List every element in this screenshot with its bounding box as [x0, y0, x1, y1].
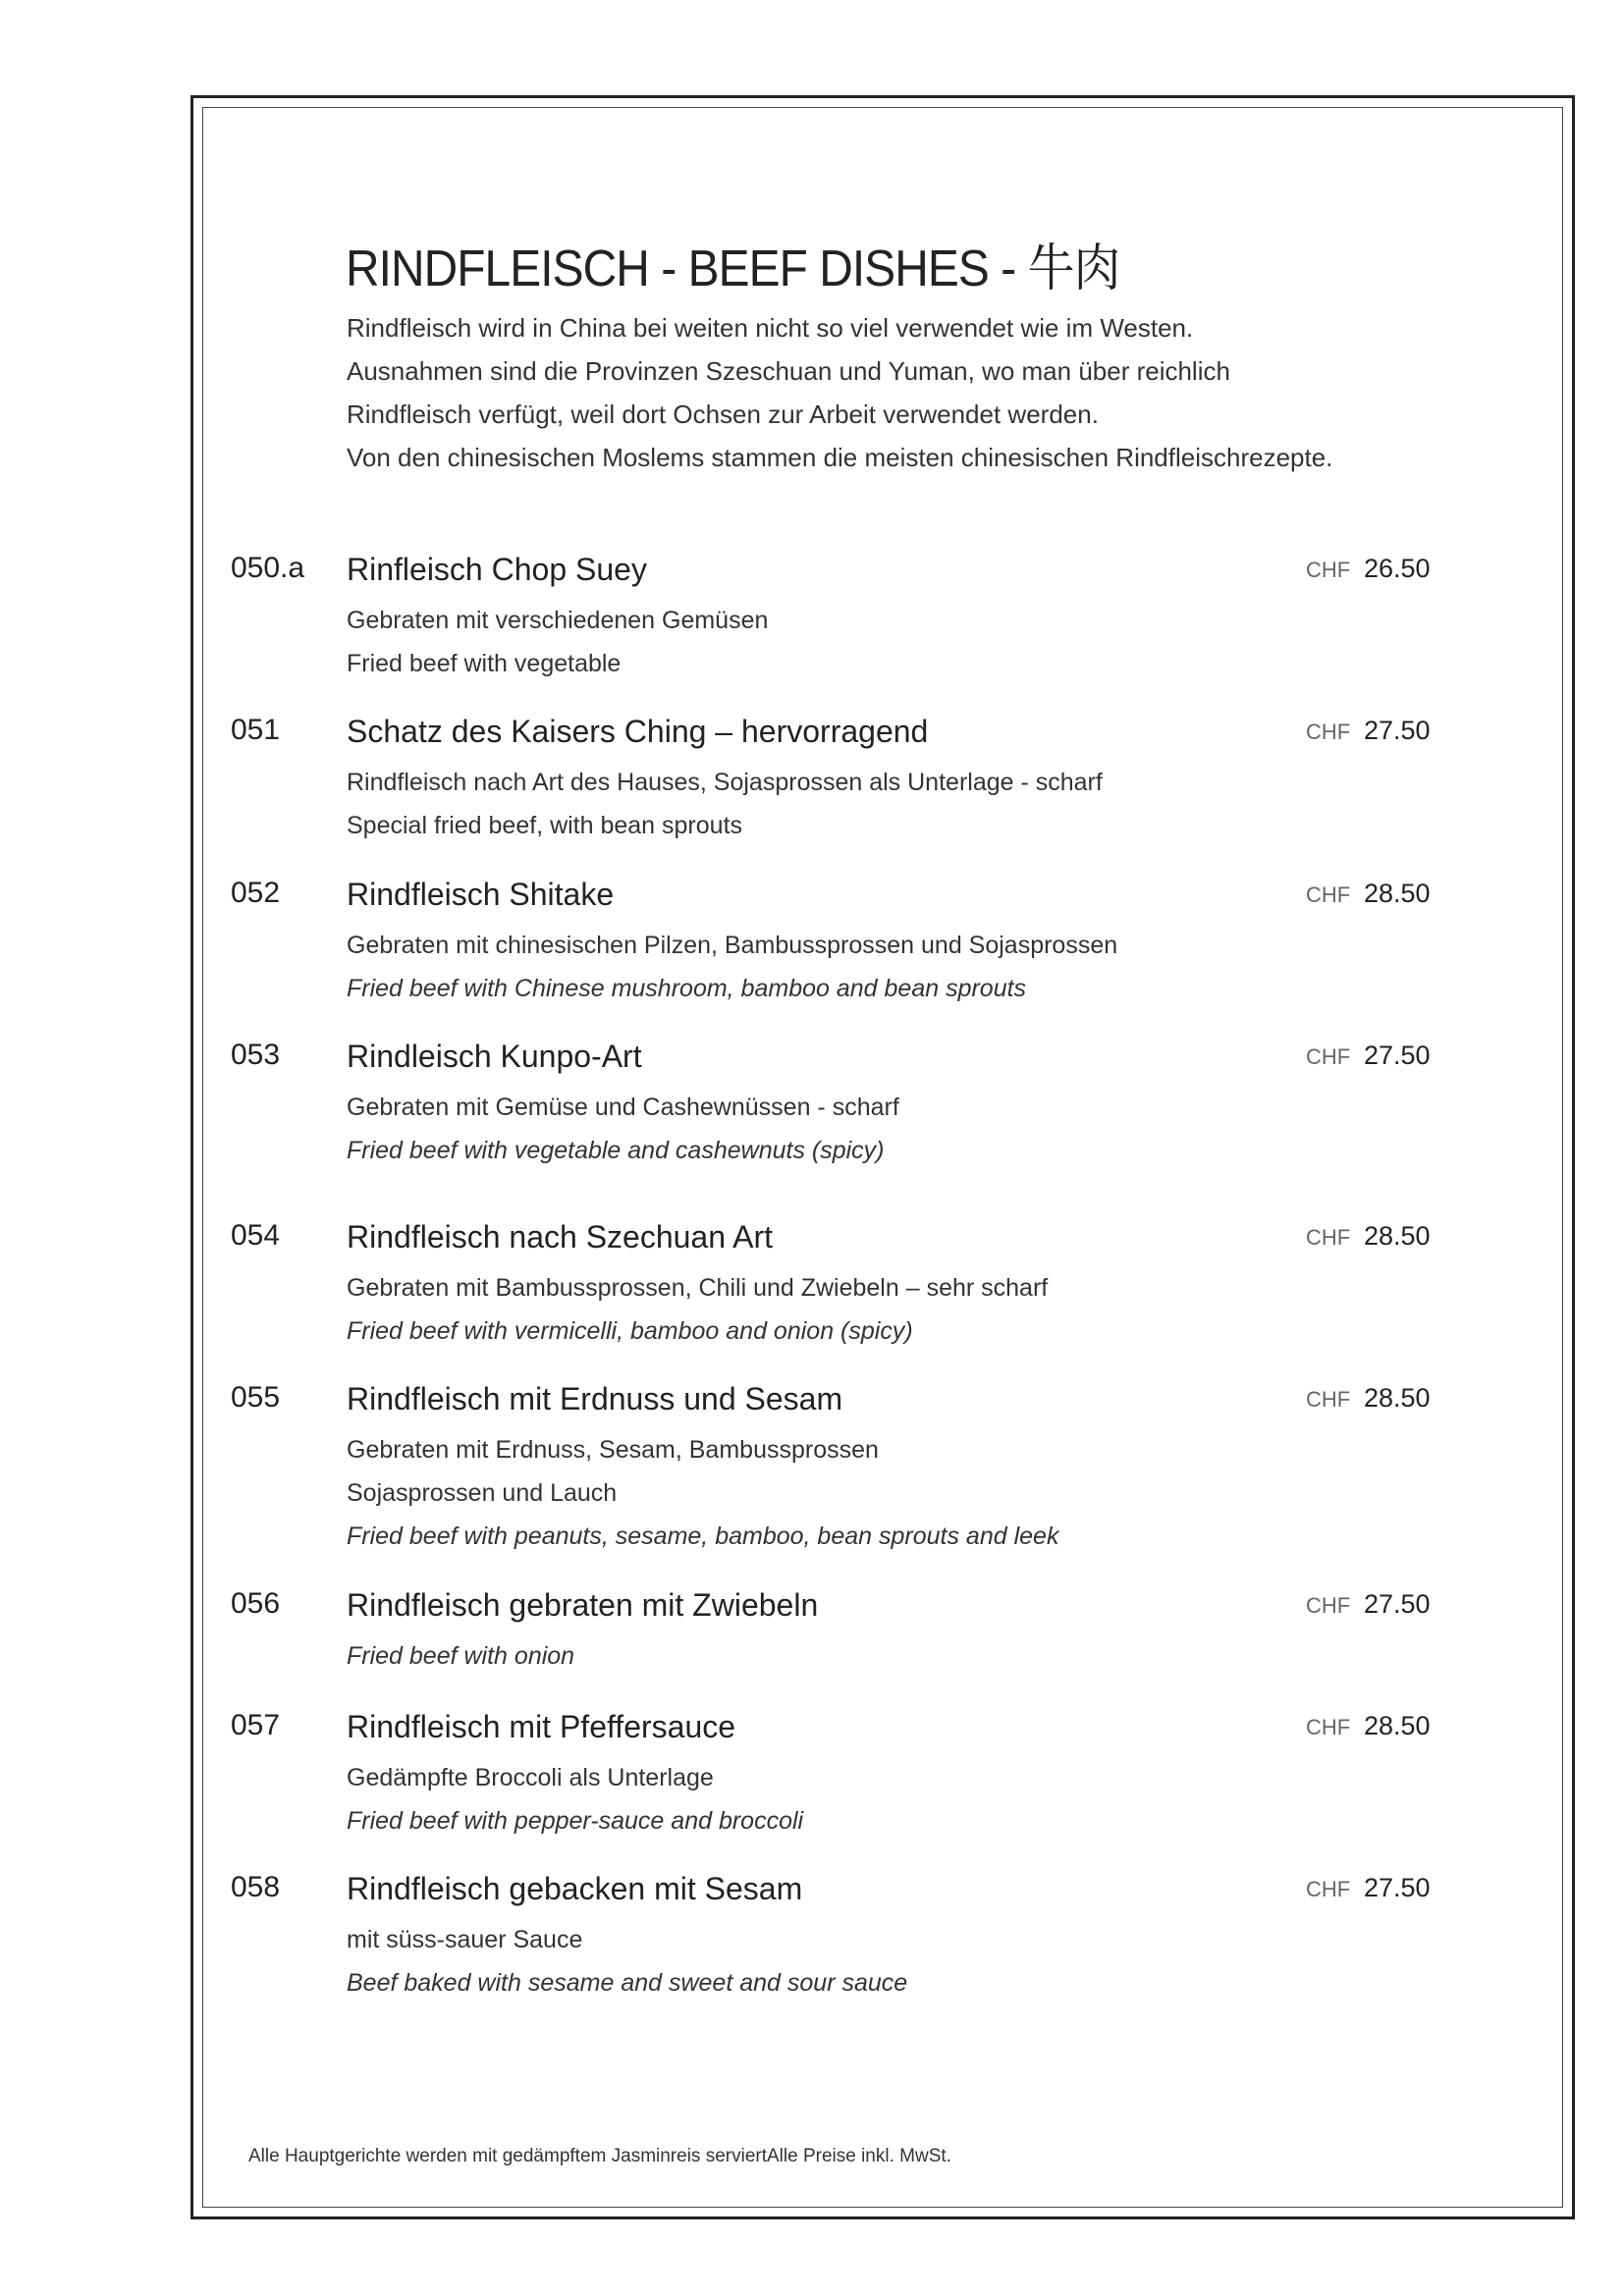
intro-text: [347, 306, 1332, 479]
item-description-line: Rindfleisch nach Art des Hauses, Sojasprossen als Unterlage - scharf: [347, 769, 1103, 796]
item-name: Rindfleisch mit Pfeffersauce: [347, 1709, 736, 1744]
item-name: Rindfleisch mit Erdnuss und Sesam: [347, 1381, 843, 1416]
item-price: 27.50: [1364, 1873, 1431, 1902]
item-price: 28.50: [1364, 1383, 1431, 1413]
item-price: 28.50: [1364, 879, 1431, 908]
item-name: Rindfleisch gebacken mit Sesam: [347, 1871, 803, 1906]
intro-line: Von den chinesischen Moslems stammen die meisten chinesischen Rindfleischrezepte.: [347, 443, 1333, 472]
item-price: 27.50: [1364, 716, 1431, 745]
intro-line: Rindfleisch verfügt, weil dort Ochsen zur Arbeit verwendet werden.: [347, 400, 1099, 429]
item-description-line: Gedämpfte Broccoli als Unterlage: [347, 1764, 714, 1791]
item-description: [347, 599, 768, 685]
item-description-line: Fried beef with vegetable and cashewnuts (spicy): [347, 1137, 885, 1164]
item-name: Rindleisch Kunpo-Art: [347, 1039, 642, 1074]
item-name: Rindfleisch nach Szechuan Art: [347, 1219, 774, 1255]
item-number: 057: [231, 1709, 281, 1741]
item-price: 28.50: [1364, 1221, 1431, 1251]
item-description-line: Fried beef with onion: [347, 1642, 575, 1670]
item-price: 28.50: [1364, 1711, 1431, 1740]
item-description-line: Fried beef with vermicelli, bamboo and onion (spicy): [347, 1317, 913, 1345]
item-description: [347, 924, 1117, 1010]
item-currency: CHF: [1306, 1877, 1351, 1901]
item-price: 26.50: [1364, 554, 1431, 583]
item-description: [347, 1086, 899, 1172]
item-name: Rindfleisch gebraten mit Zwiebeln: [347, 1587, 819, 1623]
item-number: 050.a: [231, 552, 305, 584]
item-currency: CHF: [1306, 1715, 1351, 1739]
item-number: 055: [231, 1381, 281, 1414]
item-number: 056: [231, 1587, 281, 1620]
item-description: [347, 1634, 574, 1678]
item-price: 27.50: [1364, 1589, 1431, 1619]
item-description-line: Gebraten mit Gemüse und Cashewnüssen - scharf: [347, 1094, 899, 1121]
footer-note: Alle Hauptgerichte werden mit gedämpftem Jasminreis serviertAlle Preise inkl. MwSt.: [248, 2146, 951, 2166]
item-description-line: Fried beef with Chinese mushroom, bamboo and bean sprouts: [347, 975, 1027, 1002]
item-currency: CHF: [1306, 882, 1351, 907]
item-description-line: Gebraten mit Bambussprossen, Chili und Zwiebeln – sehr scharf: [347, 1274, 1049, 1302]
item-number: 054: [231, 1219, 281, 1252]
item-currency: CHF: [1306, 720, 1351, 744]
item-description: [347, 1756, 803, 1842]
item-currency: CHF: [1306, 558, 1351, 582]
item-description-line: Gebraten mit chinesischen Pilzen, Bambussprossen und Sojasprossen: [347, 932, 1118, 959]
item-description: [347, 1266, 1048, 1353]
item-name: Rinfleisch Chop Suey: [347, 552, 647, 587]
item-description-line: Gebraten mit verschiedenen Gemüsen: [347, 607, 769, 634]
item-currency: CHF: [1306, 1387, 1351, 1412]
item-description-line: Fried beef with peanuts, sesame, bamboo, bean sprouts and leek: [347, 1522, 1059, 1550]
item-number: 052: [231, 877, 281, 909]
item-number: 053: [231, 1039, 281, 1071]
item-description-line: Fried beef with vegetable: [347, 650, 622, 677]
item-description: [347, 761, 1103, 847]
intro-line: Rindfleisch wird in China bei weiten nicht so viel verwendet wie im Westen.: [347, 313, 1194, 343]
item-description: [347, 1918, 907, 2004]
item-price: 27.50: [1364, 1041, 1431, 1070]
item-description-line: Gebraten mit Erdnuss, Sesam, Bambussprossen: [347, 1436, 879, 1464]
item-number: 058: [231, 1871, 281, 1903]
item-description-line: mit süss-sauer Sauce: [347, 1926, 583, 1953]
page-title: RINDFLEISCH - BEEF DISHES - 牛肉: [346, 240, 1120, 297]
item-name: Rindfleisch Shitake: [347, 877, 615, 912]
item-name: Schatz des Kaisers Ching – hervorragend: [347, 714, 929, 749]
item-description: [347, 1428, 1058, 1558]
intro-line: Ausnahmen sind die Provinzen Szeschuan und Yuman, wo man über reichlich: [347, 356, 1230, 386]
item-number: 051: [231, 714, 281, 746]
item-description-line: Fried beef with pepper-sauce and broccoli: [347, 1807, 804, 1835]
item-description-line: Sojasprossen und Lauch: [347, 1479, 618, 1507]
item-currency: CHF: [1306, 1593, 1351, 1618]
item-currency: CHF: [1306, 1044, 1351, 1069]
item-currency: CHF: [1306, 1225, 1351, 1250]
item-description-line: Special fried beef, with bean sprouts: [347, 812, 743, 839]
item-description-line: Beef baked with sesame and sweet and sour sauce: [347, 1969, 908, 1997]
